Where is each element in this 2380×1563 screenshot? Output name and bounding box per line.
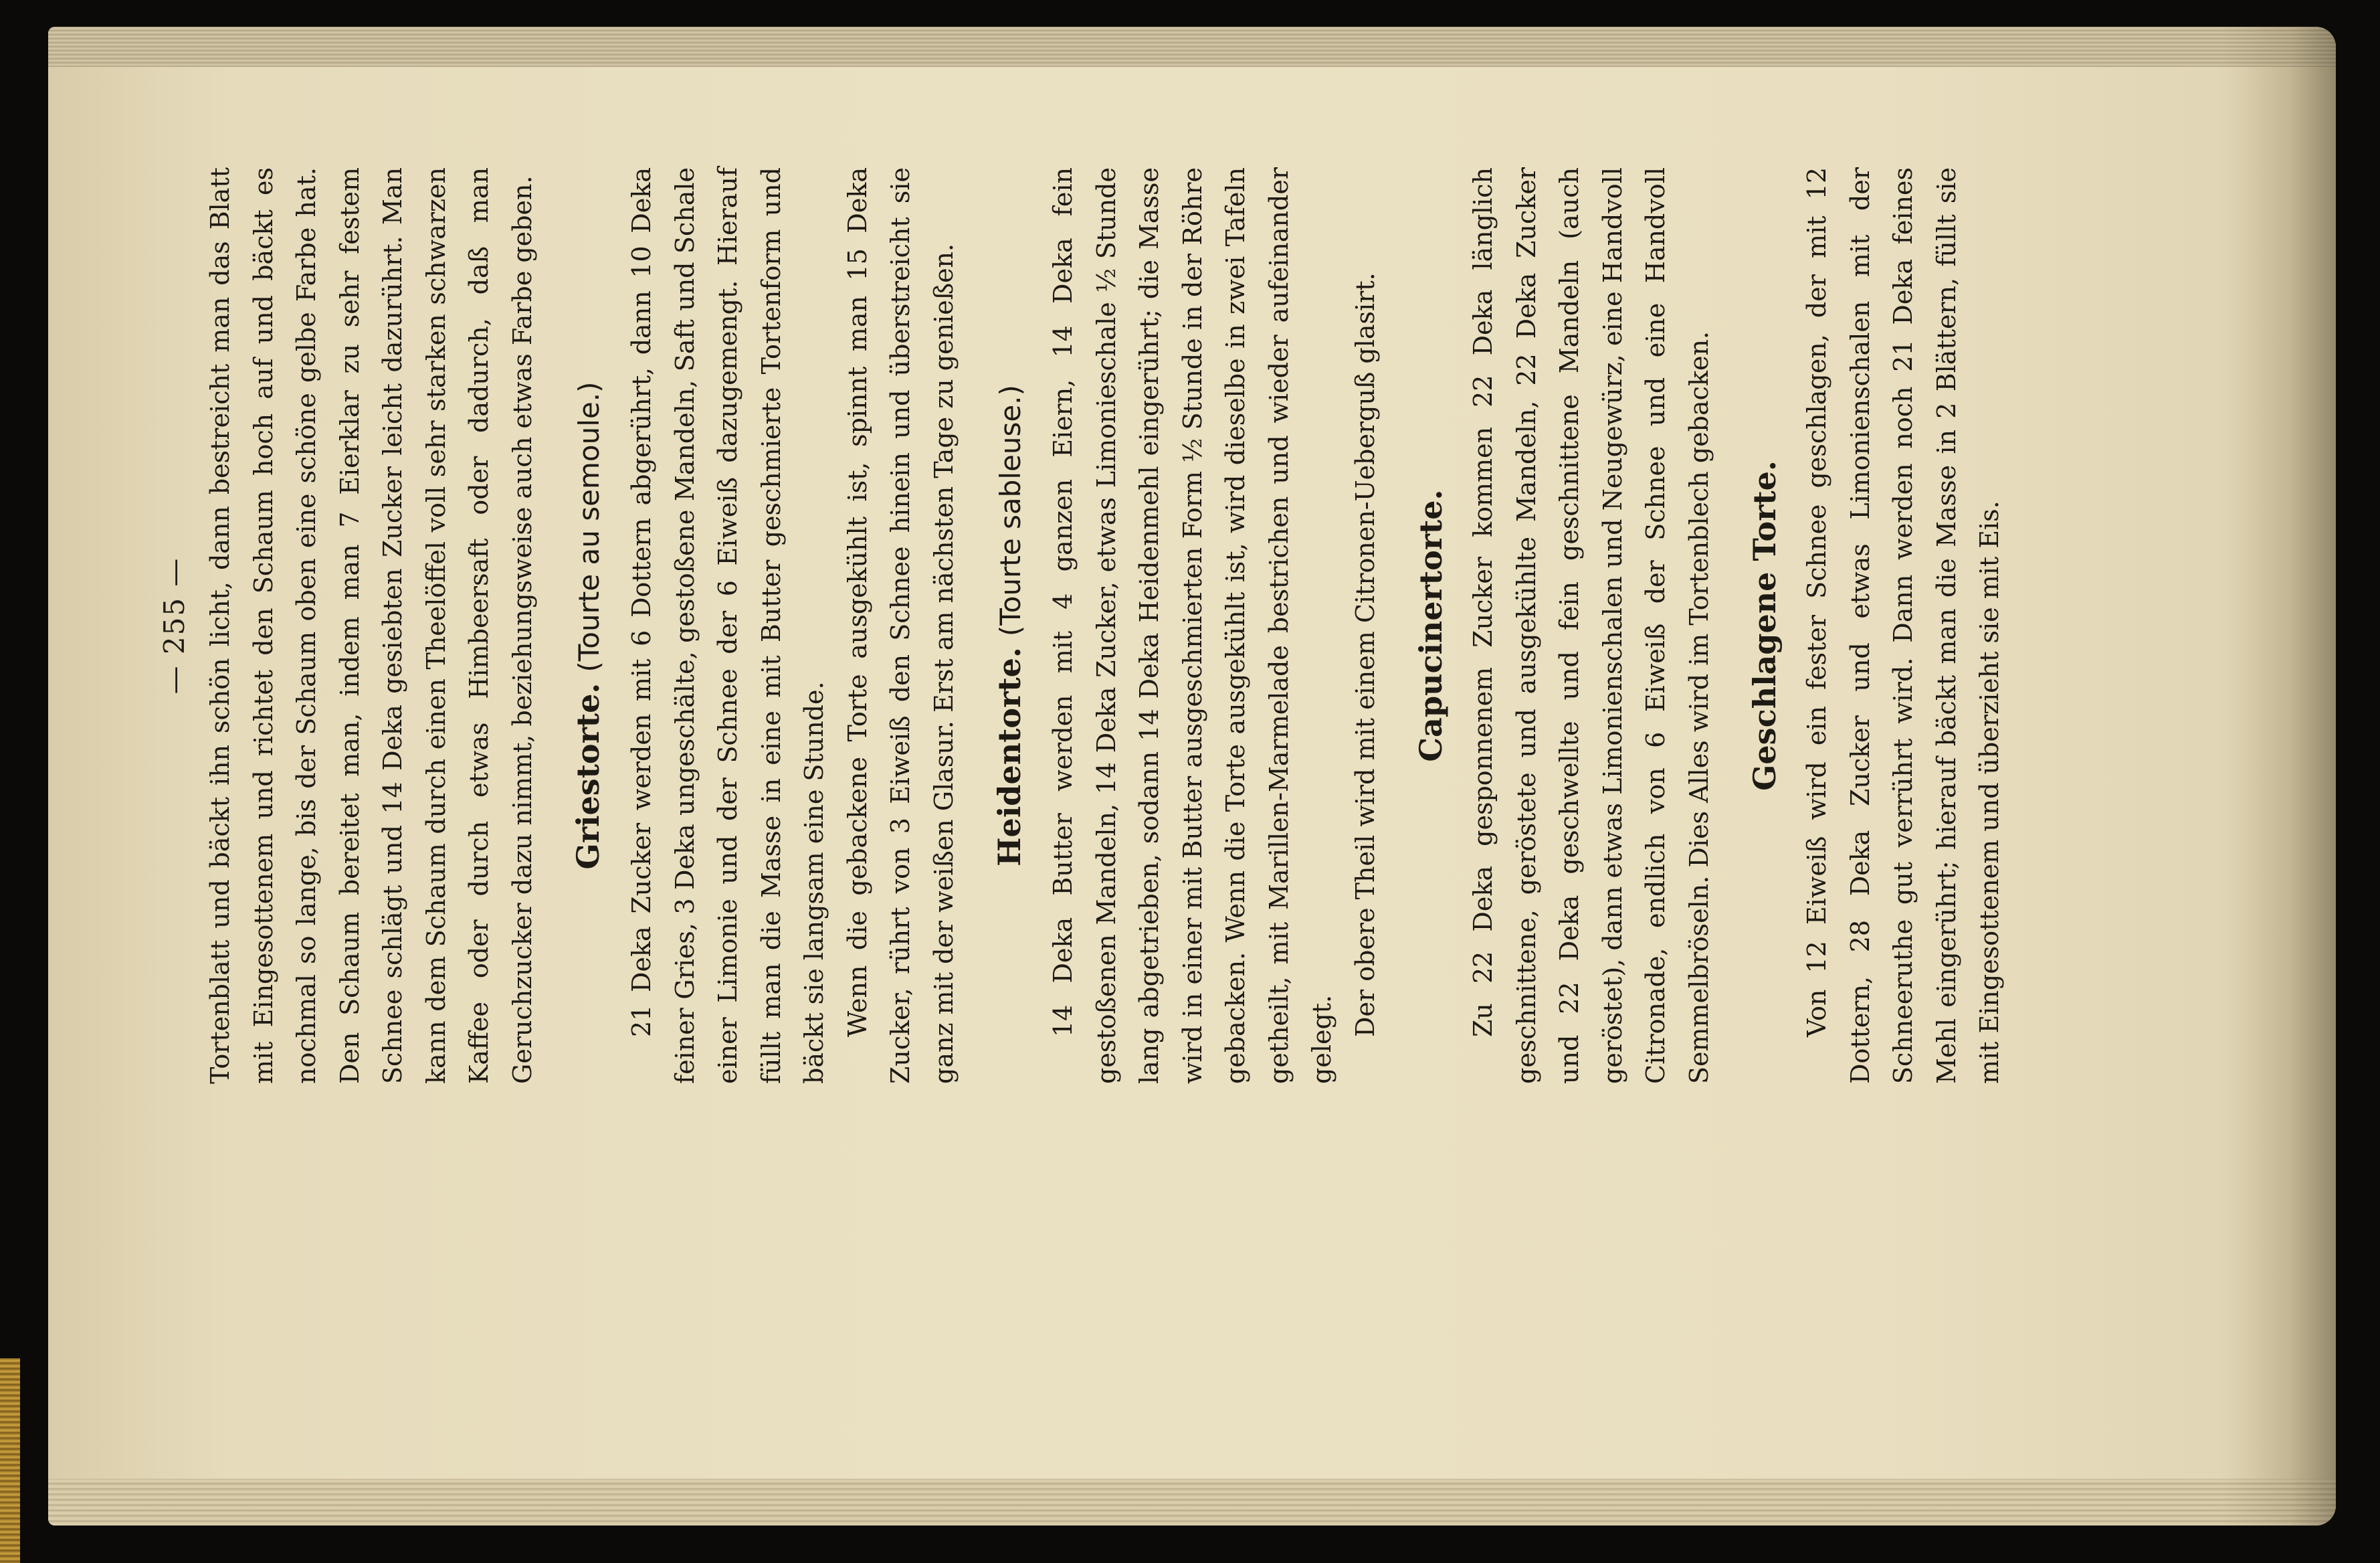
recipe-paragraph: Zu 22 Deka gesponnenem Zucker kommen 22 Deka länglich geschnittene, geröstete und ausgekühlte Mandeln, 22 Deka Zucker und 22 Deka geschwellte und fein geschnittene Mandeln (auch geröstet), dann etwas Limonienschalen und Neugewürz, eine Handvoll Citronade, endlich von 6 Eiweiß der Schnee und eine Handvoll Semmelbröseln. Dies Alles wird im Tortenblech gebacken. [1468,167,1714,1084]
recipe-paragraph: 21 Deka Zucker werden mit 6 Dottern abgerührt, dann 10 Deka feiner Gries, 3 Deka ungeschälte, gestoßene Mandeln, Saft und Schale einer Limonie und der Schnee der 6 Eiweiß dazugemengt. Hierauf füllt man die Masse in eine mit Butter geschmierte Tortenform und bäckt sie langsam eine Stunde. [627,167,829,1084]
section-subtitle-text: (Tourte au semoule.) [573,381,605,672]
section-title-geschlagene-torte [1743,167,1786,1084]
section-title-capucinertorte [1409,167,1452,1084]
page-edges-bottom [48,1479,2336,1526]
page-edges-top [48,27,2336,67]
section-title-text: Capucinertorte. [1413,489,1449,762]
section-title-text: Geschlagene Torte. [1747,460,1783,791]
section-title-text: Griestorte. [570,682,606,870]
gilt-page-edge [0,1358,20,1563]
rotated-text-block [151,167,2004,1084]
section-title-heidentorte [988,167,1032,1084]
section-title-text: Heidentorte. [991,647,1027,866]
page-number-header: — 255 — [158,557,191,695]
section-subtitle-text: (Tourte sableuse.) [994,385,1027,637]
recipe-paragraph: Von 12 Eiweiß wird ein fester Schnee geschlagen, der mit 12 Dottern, 28 Deka Zucker und etwas Limonienschalen mit der Schneeruthe gut verrührt wird. Dann werden noch 21 Deka feines Mehl eingerührt; hierauf bäckt man die Masse in 2 Blättern, füllt sie mit Eingesottenem und überzieht sie mit Eis. [1802,167,2004,1084]
recipe-paragraph: Wenn die gebackene Torte ausgekühlt ist, spinnt man 15 Deka Zucker, rührt von 3 Eiweiß den Schnee hinein und überstreicht sie ganz mit der weißen Glasur. Erst am nächsten Tage zu genießen. [842,167,959,1084]
recipe-paragraph: 14 Deka Butter werden mit 4 ganzen Eiern, 14 Deka fein gestoßenen Mandeln, 14 Deka Zucker, etwas Limonieschale ½ Stunde lang abgetrieben, sodann 14 Deka Heidenmehl eingerührt; die Masse wird in einer mit Butter ausgeschmierten Form ½ Stunde in der Röhre gebacken. Wenn die Torte ausgekühlt ist, wird dieselbe in zwei Tafeln getheilt, mit Marillen-Marmelade bestrichen und wieder aufeinander gelegt. [1048,167,1336,1084]
recipe-paragraph: Der obere Theil wird mit einem Citronen-Ueberguß glasirt. [1350,272,1380,1037]
paragraph-continued: Tortenblatt und bäckt ihn schön licht, dann bestreicht man das Blatt mit Eingesottenem und richtet den Schaum hoch auf und bäckt es nochmal so lange, bis der Schaum oben eine schöne gelbe Farbe hat. Den Schaum bereitet man, indem man 7 Eierklar zu sehr festem Schnee schlägt und 14 Deka gesiebten Zucker leicht dazurührt. Man kann dem Schaum durch einen Theelöffel voll sehr starken schwarzen Kaffee oder durch etwas Himbeersaft oder dadurch, daß man Geruchzucker dazu nimmt, beziehungsweise auch etwas Farbe geben. [205,167,537,1084]
section-title-griestorte [567,167,611,1084]
spine-shadow [2221,27,2336,1526]
